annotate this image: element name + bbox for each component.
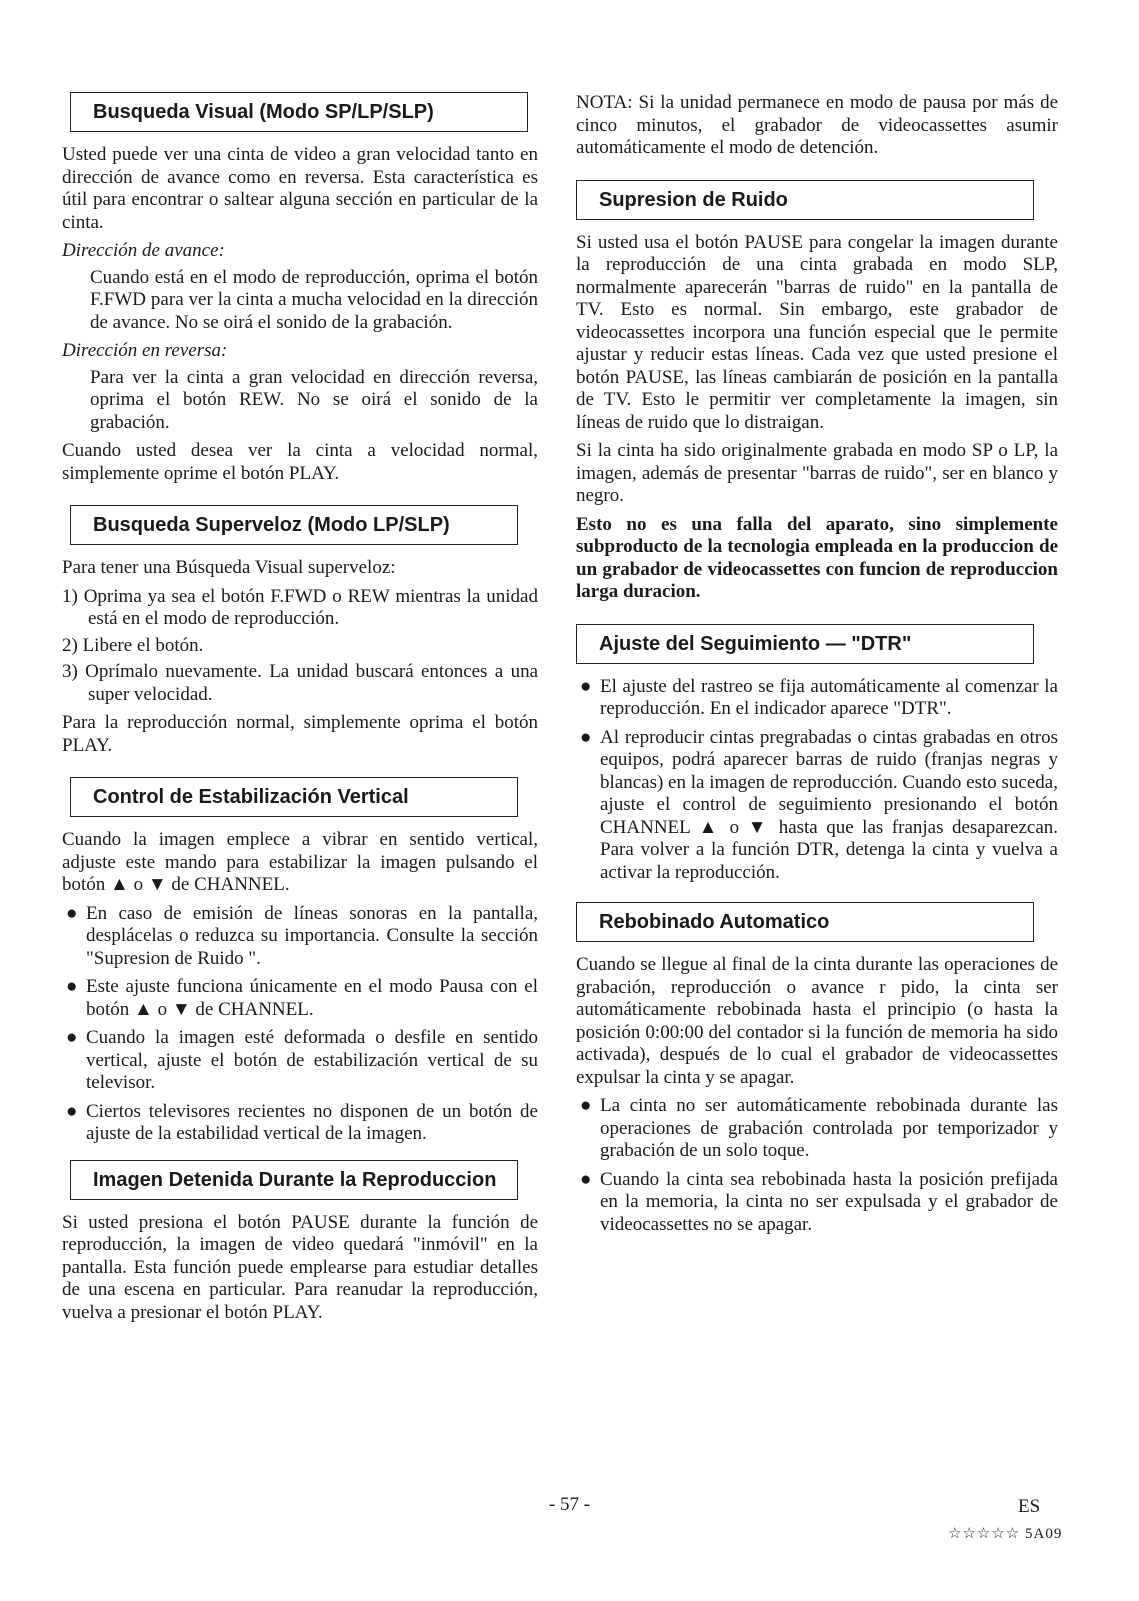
- reverse-direction-text: Para ver la cinta a gran velocidad en dirección reversa, oprima el botón REW. No se oirá el sonido de la grabación.: [90, 366, 538, 433]
- list-item: ● Cuando la cinta sea rebobinada hasta la posición prefijada en la memoria, la cinta no ser expulsada y el grabador de videocassettes no se apagar.: [580, 1168, 1058, 1235]
- heading-ajuste-seguimiento: Ajuste del Seguimiento — "DTR": [576, 624, 1034, 664]
- bullet-icon: ●: [580, 675, 592, 697]
- list-item: 1) Oprima ya sea el botón F.FWD o REW mientras la unidad está en el modo de reproducción.: [62, 585, 538, 629]
- imagen-detenida-text: Si usted presiona el botón PAUSE durante la función de reproducción, la imagen de video quedará "inmóvil" en la pantalla. Esta función puede emplearse para estudiar detalles de una escena en particular. Para reanudar la reproducción, vuelva a presionar el botón PLAY.: [62, 1211, 538, 1323]
- superveloz-outro: Para la reproducción normal, simplemente oprima el botón PLAY.: [62, 712, 538, 756]
- supresion-ruido-p1: Si usted usa el botón PAUSE para congelar la imagen durante la reproducción de una cinta grabada en modo SLP, normalmente aparecerán "barras de ruido" en la pantalla de TV. Esto es normal. Sin embargo, este grabador de videocassettes incorpora una función especial que le permite ajustar y reducir estas líneas. Cada vez que usted presione el botón PAUSE, las líneas cambiarán de posición en la pantalla de TV. Esto le permitir ver completamente la imagen, sin líneas de ruido que lo distraigan.: [576, 231, 1058, 433]
- busqueda-visual-intro: Usted puede ver una cinta de video a gran velocidad tanto en dirección de avance como en reversa. Esta característica es útil para encontrar o saltear alguna sección en particular de la cinta.: [62, 144, 538, 233]
- page-number: - 57 -: [548, 1494, 591, 1515]
- bullet-icon: ●: [580, 726, 592, 748]
- right-column: [576, 92, 1058, 1244]
- list-item: 3) Oprímalo nuevamente. La unidad buscará entonces a una super velocidad.: [62, 661, 538, 705]
- list-item: ● La cinta no ser automáticamente rebobinada durante las operaciones de grabación controlada por temporizador y grabación de un solo toque.: [580, 1095, 1058, 1161]
- superveloz-steps: [62, 586, 538, 707]
- supresion-ruido-warning: Esto no es una falla del aparato, sino simplemente subproducto de la tecnologia empleada en la produccion de un grabador de videocassettes con funcion de reproduccion larga duracion.: [576, 513, 1058, 602]
- rebobinado-bullets: [576, 1095, 1058, 1236]
- reverse-direction-label: Dirección en reversa:: [62, 340, 228, 361]
- bullet-icon: ●: [580, 1095, 592, 1116]
- forward-direction-label: Dirección de avance:: [62, 240, 225, 261]
- language-code: ES: [1018, 1496, 1041, 1517]
- heading-busqueda-superveloz: Busqueda Superveloz (Modo LP/SLP): [70, 505, 518, 545]
- seguimiento-bullets: [576, 676, 1058, 885]
- heading-control-estabilizacion: Control de Estabilización Vertical: [70, 777, 518, 817]
- list-item: ● Al reproducir cintas pregrabadas o cintas grabadas en otros equipos, podrá aparecer barras de ruido (franjas negras y blancas) en la imagen de reproducción. Cuando esto suceda, ajuste el control de seguimiento presionando el botón CHANNEL ▲ o ▼ hasta que las franjas desaparezcan. Para volver a la función DTR, detenga la cinta y vuelva a activar la reproducción.: [580, 726, 1058, 883]
- list-item: ● Ciertos televisores recientes no disponen de un botón de ajuste de la estabilidad vertical de la imagen.: [66, 1100, 538, 1144]
- rebobinado-intro: Cuando se llegue al final de la cinta durante las operaciones de grabación, reproducción o avance r pido, la cinta ser automáticamente rebobinada hasta el principio (o hasta la posición 0:00:00 del contador si la función de memoria ha sido activada), después de lo cual el grabador de videocassettes expulsar la cinta y se apagar.: [576, 954, 1058, 1088]
- heading-rebobinado-automatico: Rebobinado Automatico: [576, 902, 1034, 942]
- bullet-icon: ●: [66, 1100, 78, 1122]
- bullet-icon: ●: [66, 902, 78, 924]
- estabilizacion-intro: Cuando la imagen emplece a vibrar en sentido vertical, adjuste este mando para estabilizar la imagen pulsando el botón ▲ o ▼ de CHANNEL.: [62, 829, 538, 895]
- busqueda-visual-outro: Cuando usted desea ver la cinta a velocidad normal, simplemente oprime el botón PLAY.: [62, 440, 538, 484]
- supresion-ruido-p2: Si la cinta ha sido originalmente grabada en modo SP o LP, la imagen, además de presentar "barras de ruido", ser en blanco y negro.: [576, 440, 1058, 506]
- bullet-icon: ●: [66, 976, 78, 997]
- heading-imagen-detenida: Imagen Detenida Durante la Reproduccion: [70, 1160, 518, 1200]
- list-item: ● Este ajuste funciona únicamente en el modo Pausa con el botón ▲ o ▼ de CHANNEL.: [66, 976, 538, 1020]
- bullet-icon: ●: [66, 1027, 78, 1048]
- estabilizacion-bullets: [62, 903, 538, 1146]
- heading-supresion-ruido: Supresion de Ruido: [576, 180, 1034, 220]
- forward-direction-text: Cuando está en el modo de reproducción, oprima el botón F.FWD para ver la cinta a mucha velocidad en la dirección de avance. No se oirá el sonido de la grabación.: [90, 266, 538, 333]
- bullet-icon: ●: [580, 1168, 592, 1190]
- superveloz-intro: Para tener una Búsqueda Visual superveloz:: [62, 557, 396, 578]
- heading-busqueda-visual: Busqueda Visual (Modo SP/LP/SLP): [70, 92, 528, 132]
- list-item: ● Cuando la imagen esté deformada o desfile en sentido vertical, ajuste el botón de estabilización vertical de su televisor.: [66, 1027, 538, 1093]
- list-item: 2) Libere el botón.: [62, 634, 204, 656]
- left-column: [62, 92, 538, 1330]
- nota-text: NOTA: Si la unidad permanece en modo de pausa por más de cinco minutos, el grabador de videocassettes asumir automáticamente el modo de detención.: [576, 92, 1058, 158]
- list-item: ● En caso de emisión de líneas sonoras en la pantalla, desplácelas o reduzca su importancia. Consulte la sección "Supresion de Ruido ".: [66, 902, 538, 969]
- list-item: ● El ajuste del rastreo se fija automáticamente al comenzar la reproducción. En el indicador aparece "DTR".: [580, 675, 1058, 719]
- document-code: ☆☆☆☆☆ 5A09: [948, 1526, 1063, 1542]
